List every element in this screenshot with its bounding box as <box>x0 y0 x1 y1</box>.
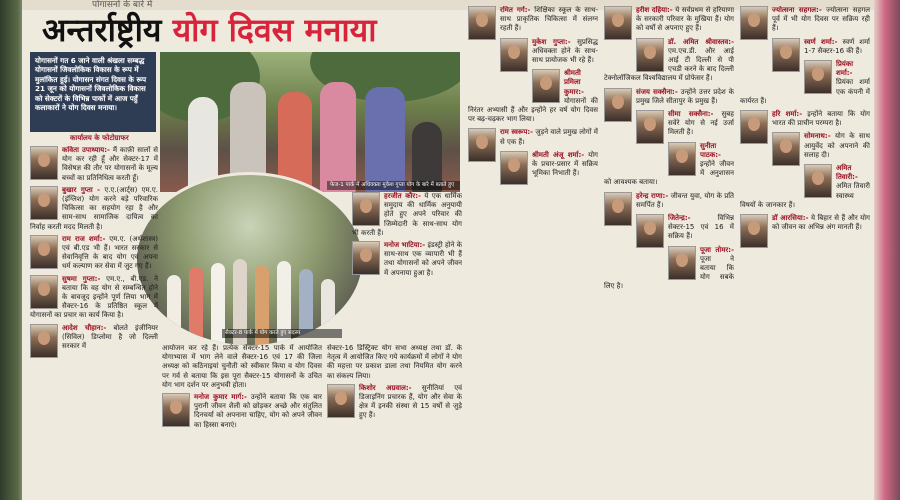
portrait-photo <box>772 132 800 166</box>
person-name: मुकेश गुप्ता:- <box>532 37 571 46</box>
person-name: हरजीत कौर:- <box>384 192 421 200</box>
main-photo-caption: फेज-1 पार्क में अधिवक्ता मुकेश गुप्ता योग के बारे में बताते हुए <box>327 181 460 190</box>
person-text: विभिन्न सेक्टर-15 एवं 16 में सक्रिय हैं। <box>668 214 734 241</box>
person-name: ज्योत्सना सहगल:- <box>772 6 822 14</box>
background-edge-right <box>872 0 900 500</box>
portrait-photo <box>668 246 696 280</box>
person-text: आयोजन कर रहे हैं। प्रत्येक सेक्टर-15 पार्क में आयोजित योगाभ्यास में भाग लेने वाले सैक्टर-16 एवं 17 की जिला अध्यक्ष को कठिनाइयां चुनौती को स्वीकार किया व योग दिवस पर गर्व से बताया कि इस पूरा सैक्टर-15 योगासनों के उचित योग भाग दर्शन पर अनुभवी होता। <box>162 344 322 389</box>
top-strip: पोगासनों के बारे में <box>22 0 874 10</box>
person-text: पूजा ने बताया कि योग सबके लिए है। <box>604 254 734 291</box>
portrait-photo <box>740 110 768 144</box>
person-name: सोमनाथ:- <box>804 132 831 141</box>
article-item <box>740 38 870 56</box>
person-name: हरीश दहिया:- <box>636 6 673 14</box>
person-name: श्रीमती प्रमिला कुमार:- <box>564 69 584 96</box>
portrait-photo <box>604 88 632 122</box>
photo-person <box>320 82 356 192</box>
person-name: सुषमा गुप्ता:- <box>62 274 101 283</box>
column-3 <box>327 344 462 500</box>
person-name: प्रियंका शर्मा:- <box>836 60 854 78</box>
portrait-photo <box>532 69 560 103</box>
portrait-photo <box>604 6 632 40</box>
person-name: राम स्वरूप:- <box>500 128 534 137</box>
portrait-photo <box>500 38 528 72</box>
person-name: जितेन्द्र:- <box>668 214 691 223</box>
person-text: जुड़ने वाले प्रमुख लोगों में से एक हैं। <box>500 128 598 146</box>
circle-photo <box>134 172 365 348</box>
person-name: पूजा तोमर:- <box>700 245 734 254</box>
person-name: अमित तिवारी:- <box>836 164 858 182</box>
portrait-photo <box>500 151 528 185</box>
person-name: हरेन्द्र राणा:- <box>636 191 669 200</box>
portrait-photo <box>162 393 190 427</box>
person-text: योगासनों की निरंतर अभ्यासी हैं और इन्होंने हर वर्ष योग दिवस पर बढ़-चढ़कर भाग लिया। <box>468 96 598 124</box>
person-name: रमित गर्ग:- <box>500 6 531 14</box>
headline-black: अन्तर्राष्ट्रीय <box>42 11 162 49</box>
portrait-photo <box>468 6 496 40</box>
person-text: उन्होंने उत्तर प्रदेश के प्रमुख जिले सीतापुर के प्रमुख हैं। <box>636 87 734 105</box>
article-item <box>162 344 322 390</box>
portrait-photo <box>636 214 664 248</box>
person-name: मनोज भाटिया:- <box>384 241 426 250</box>
portrait-photo <box>740 6 768 40</box>
person-name: सुनीता पाठक:- <box>700 141 721 159</box>
main-photo <box>160 52 460 192</box>
person-text: स्वर्ण शर्मा 1-7 सैक्टर-16 की हैं। <box>804 37 870 55</box>
person-name: हरि शर्मा:- <box>772 110 803 119</box>
column-5 <box>604 6 734 500</box>
person-text: इन्होंने बताया कि योग भारत की प्राचीन परम्परा है। <box>772 110 870 128</box>
portrait-photo <box>804 60 832 94</box>
portrait-photo <box>30 186 58 220</box>
headline <box>42 8 462 52</box>
portrait-photo <box>352 192 380 226</box>
portrait-photo <box>636 38 664 72</box>
person-name: सीमा सक्सैना:- <box>668 110 714 119</box>
article-item <box>604 38 734 84</box>
person-name: स्वर्ण शर्मा:- <box>804 37 838 46</box>
person-text: ये एक धार्मिक समुदाय की धार्मिक अनुयायी होते हुए अपने परिवार की जिम्मेदारी के साथ-साथ योग भी करती हैं। <box>352 192 462 237</box>
person-text: सुबह सवेरे योग से नई उर्जा मिलती है। <box>668 110 734 137</box>
portrait-photo <box>327 384 355 418</box>
person-text: प्रियंका शर्मा एक कंपनी में कार्यरत हैं। <box>740 78 870 105</box>
photo-person <box>167 275 181 345</box>
portrait-photo <box>352 241 380 275</box>
person-name: संजय सक्सैना:- <box>636 87 678 96</box>
byline: कार्यालय के फोटोग्राफर <box>70 134 129 142</box>
portrait-photo <box>668 142 696 176</box>
portrait-photo <box>30 275 58 309</box>
person-text: अमित तिवारी स्वास्थ्य विषयों के जानकार हैं। <box>740 182 870 209</box>
person-text: इन्होंने जीवन में अनुशासन को आवश्यक बताया। <box>604 160 734 187</box>
photo-person <box>365 87 405 192</box>
person-text: योग के प्रचार-प्रसार में सक्रिय भूमिका निभाती हैं। <box>532 150 598 178</box>
portrait-photo <box>604 192 632 226</box>
person-text: जीवन्त युवा, योग के प्रति समर्पित हैं। <box>636 191 734 209</box>
column-2-bottom <box>162 344 322 500</box>
person-text: उन्होंने बताया कि एक बार पुरानी जीवन शैली को छोड़कर अच्छे और संतुलित दिनचर्या को अपनाना चाहिए, योग को अपने जीवन का हिस्सा बनाएं। <box>194 393 322 429</box>
newspaper-page <box>22 0 874 500</box>
person-name: डॉ आरसिया:- <box>772 214 809 223</box>
person-text: ये बिहार से हैं और योग को जीवन का अभिन्न अंग मानती हैं। <box>772 214 870 232</box>
column-1 <box>30 146 158 500</box>
person-name: बुखार गुप्ता - <box>62 185 101 194</box>
headline-red: योग दिवस मनाया <box>172 11 377 49</box>
portrait-photo <box>740 214 768 248</box>
person-text: एम.एच.डी. और आई आई टी दिल्ली से पी एचडी करने के बाद दिल्ली टेक्नोलॉजिकल विश्वविद्यालय में प्रोफेसर हैं। <box>604 46 734 83</box>
intro-box: योगासनों गत 6 जाने वाली श्रंखला सम्बद्ध योगासनों जिवलोकिक विकास के रूप में मुलांकित हुई। योगासन संगत दिवस के रूप 21 जून को योगासनों जिवलोकिक विकास को सेक्टरों के विभिन्न पार्को में आज पहुँ कलाकारों ने योग दिवस मनाया। <box>30 52 156 132</box>
portrait-photo <box>30 324 58 358</box>
portrait-photo <box>468 128 496 162</box>
portrait-photo <box>636 110 664 144</box>
person-text: योग के साथ आयुर्वेद को अपनाने की सलाह दी। <box>804 132 870 159</box>
person-name: आदेश चौहान:- <box>62 323 107 332</box>
person-text: मैं काफ़ी सालों से योग कर रही हूँ और सेक्टर-17 में विसेषज्ञ की तौर पर योगासनों के मूल्य बच्चों का प्रतिनिधित्व करती हूँ। <box>62 146 158 182</box>
circle-photo-caption: सैक्टर-8 पार्क में योग करते हुए सदस्य <box>222 329 342 338</box>
photo-person <box>189 267 203 345</box>
person-text: शिक्षिका स्कूल के साथ-साथ प्राकृतिक चिकित्सा में संलग्न रहती हैं। <box>500 6 598 33</box>
person-text: ए.ए.(आर्ट्स) एम.ए. (इंग्लिश) योग करने बड़े परिवारिक चिकित्सा का सहयोग रहा है और साम-साथ सामाजिक दायित्व का निर्वाह करती मदद मिलती है। <box>30 185 158 231</box>
person-text: सुनीतियां एवं डिजाइनिंग प्रचारक हैं, योग और सेवा के क्षेत्र में इनकी संस्था से 15 वर्षों से जुड़े हुए हैं। <box>359 383 462 420</box>
article-item <box>468 38 598 66</box>
person-name: कविता उपाध्याय:- <box>62 146 110 154</box>
person-text: ये सर्वप्रथम से हरियाणा के सरकारी परिवार के मुखिया हैं। योग को वर्षों से अपनाए हुए हैं। <box>636 6 734 33</box>
person-name: राम राज शर्मा:- <box>62 234 106 243</box>
person-text: एम.ए. (अर्थशास्त्र) एवं बी.एड भी हैं। भारत सरकार से सेवानिवृत्ति के बाद योग एवं अपना धर्म कल्याण कर सेवा में जुट गए हैं। <box>62 234 158 271</box>
portrait-photo <box>30 146 58 180</box>
person-name: डॉ. अमित श्रीवास्तव:- <box>668 37 734 46</box>
person-text: एम.ए., बी.एड. ने बताया कि वह योग से सम्बन्धित होने के बावजूद इन्होंने पूर्ण लिया भाग में सैक्टर-16 के प्रतिष्ठित स्कूल में योगासनों का प्रचार का कार्य किया है। <box>30 274 158 320</box>
column-6 <box>740 6 870 500</box>
person-name: किशोर अग्रवाल:- <box>359 383 412 392</box>
article-item <box>327 344 462 381</box>
portrait-photo <box>30 235 58 269</box>
person-name: श्रीमती अंजू शर्मा:- <box>532 150 585 159</box>
person-text: सुप्रसिद्ध अधिवक्ता होने के साथ-साथ प्रायोजक भी रहे हैं। <box>532 37 598 65</box>
person-text: इंडस्ट्री होने के साथ-साथ एक व्यापारी भी हैं तथा योगासनों को अपने जीवन में अपनाया हुआ है। <box>384 241 462 277</box>
column-2-top <box>352 192 462 342</box>
column-4 <box>468 6 598 500</box>
person-text: सेक्टर-16 डिस्ट्रिक्ट योग सभा अध्यक्ष तथा डॉ. के नेतृत्व में आयोजित किए गये कार्यक्रमों में लोगों ने योग की महत्ता पर प्रकाश डाला तथा नियमित योग करने का संकल्प लिया। <box>327 344 462 380</box>
person-text: ज्योत्सना सहगल पूर्व में भी योग दिवस पर सक्रिय रही हैं। <box>772 6 870 33</box>
portrait-photo <box>772 38 800 72</box>
portrait-photo <box>804 164 832 198</box>
person-text: बोलते इंजीनियर (सिविल) डिप्लोमा है जो दिल्ली सरकार में <box>62 323 158 351</box>
person-name: मनोज कुमार मार्ग:- <box>194 393 247 402</box>
